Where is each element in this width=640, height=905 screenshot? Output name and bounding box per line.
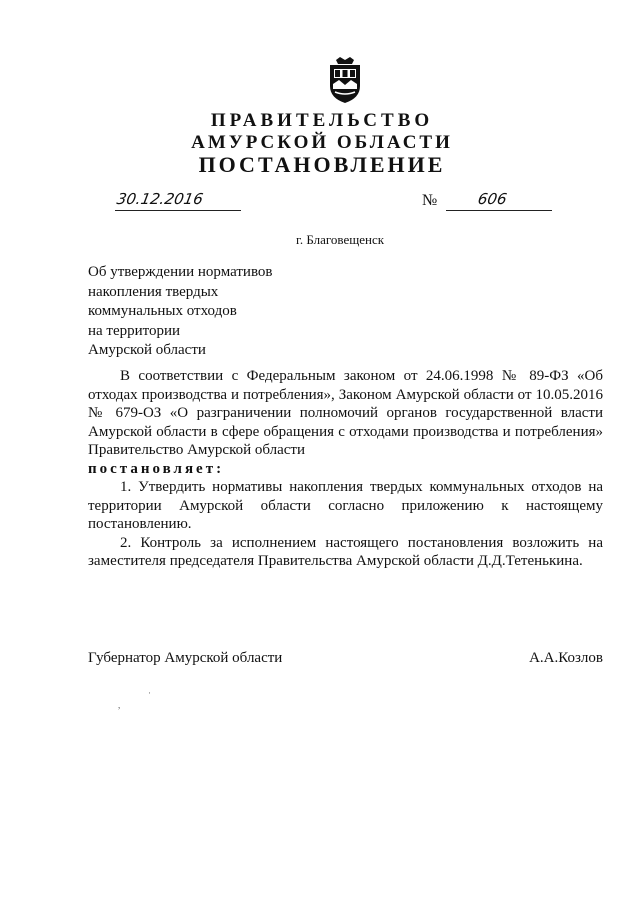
number-label: №	[422, 192, 438, 209]
document-date-field	[115, 190, 241, 211]
document-number-field	[446, 190, 552, 211]
resolves-word: постановляет:	[88, 460, 225, 477]
subject-line: Амурской области	[88, 342, 206, 358]
document-date: 30.12.2016	[115, 190, 205, 208]
org-title-line1: ПРАВИТЕЛЬСТВО	[210, 110, 434, 131]
scan-artifact: ,	[118, 700, 121, 710]
document-subject	[88, 263, 273, 361]
scan-artifact: ·	[148, 688, 151, 698]
signatory-name: А.А.Козлов	[529, 650, 603, 666]
document-body	[88, 367, 603, 571]
subject-line: Об утверждении нормативов	[88, 264, 273, 280]
resolution-item-1: 1. Утвердить нормативы накопления твердых коммунальных отходов на территории Амурской области согласно приложению к настоящему постановлению.	[88, 479, 603, 532]
subject-line: коммунальных отходов	[88, 303, 237, 319]
org-title-line2: АМУРСКОЙ ОБЛАСТИ	[191, 132, 453, 153]
resolution-item-2: 2. Контроль за исполнением настоящего постановления возложить на заместителя председателя Правительства Амурской области Д.Д.Тетенькина.	[88, 534, 603, 569]
document-number: 606	[476, 190, 509, 208]
preamble-paragraph: В соответствии с Федеральным законом от 24.06.1998 № 89-ФЗ «Об отходах производства и потребления», Законом Амурской области от 10.05.2016 № 679-ОЗ «О разграничении полномочий органов государственной власти Амурской области в сфере обращения с отходами производства и потребления» Правительство Амурской области	[88, 368, 603, 458]
signatory-title: Губернатор Амурской области	[88, 650, 283, 666]
document-type: ПОСТАНОВЛЕНИЕ	[198, 152, 446, 177]
coat-of-arms-icon	[326, 56, 364, 104]
city: г. Благовещенск	[295, 232, 385, 247]
subject-line: накопления твердых	[88, 283, 219, 300]
subject-line: на территории	[88, 322, 181, 339]
